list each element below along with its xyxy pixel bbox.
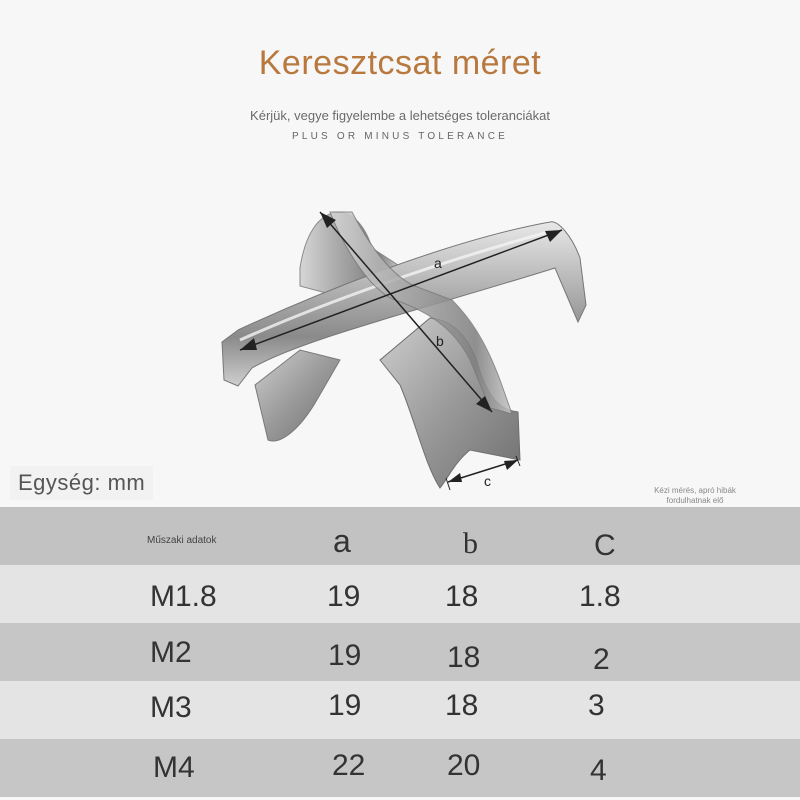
extension-line-c-left xyxy=(446,478,450,490)
arrowhead-c-right xyxy=(504,460,518,470)
dimension-label-b: b xyxy=(436,333,444,349)
dimension-label-c: c xyxy=(484,473,491,489)
table-row xyxy=(0,681,800,739)
value-a-cell: 19 xyxy=(327,580,361,613)
header-b: b xyxy=(463,527,478,560)
table-row xyxy=(0,623,800,681)
value-a-cell: 22 xyxy=(332,749,366,782)
value-b-cell: 18 xyxy=(445,689,479,722)
value-b-cell: 20 xyxy=(447,749,481,782)
tolerance-note-english: PLUS OR MINUS TOLERANCE xyxy=(291,131,509,142)
size-cell: M4 xyxy=(153,751,195,784)
dimension-line-a xyxy=(240,230,562,350)
value-a-cell: 19 xyxy=(328,689,362,722)
table-header-row xyxy=(0,507,800,565)
header-a: a xyxy=(333,523,351,559)
value-c-cell: 2 xyxy=(593,643,610,676)
table-row xyxy=(0,739,800,797)
value-c-cell: 3 xyxy=(588,689,605,722)
size-table xyxy=(0,507,800,797)
arrowhead-c-left xyxy=(448,473,462,482)
page-title: Keresztcsat méret xyxy=(258,44,542,82)
value-c-cell: 4 xyxy=(590,754,607,787)
unit-label: Egység: mm xyxy=(10,466,153,500)
header-c: C xyxy=(594,529,616,562)
measurement-note: Kézi mérés, apró hibák fordulhatnak elő xyxy=(654,486,736,505)
table-row xyxy=(0,565,800,623)
value-b-cell: 18 xyxy=(447,641,481,674)
size-cell: M2 xyxy=(150,636,192,669)
value-b-cell: 18 xyxy=(445,580,479,613)
clip-left-leg xyxy=(255,350,340,441)
tolerance-note: Kérjük, vegye figyelembe a lehetséges toleranciákat xyxy=(250,108,550,123)
dimension-label-a: a xyxy=(434,255,442,271)
header-specs: Műszaki adatok xyxy=(147,535,217,546)
value-a-cell: 19 xyxy=(328,639,362,672)
value-c-cell: 1.8 xyxy=(579,580,621,613)
size-cell: M1.8 xyxy=(150,580,217,613)
size-cell: M3 xyxy=(150,691,192,724)
